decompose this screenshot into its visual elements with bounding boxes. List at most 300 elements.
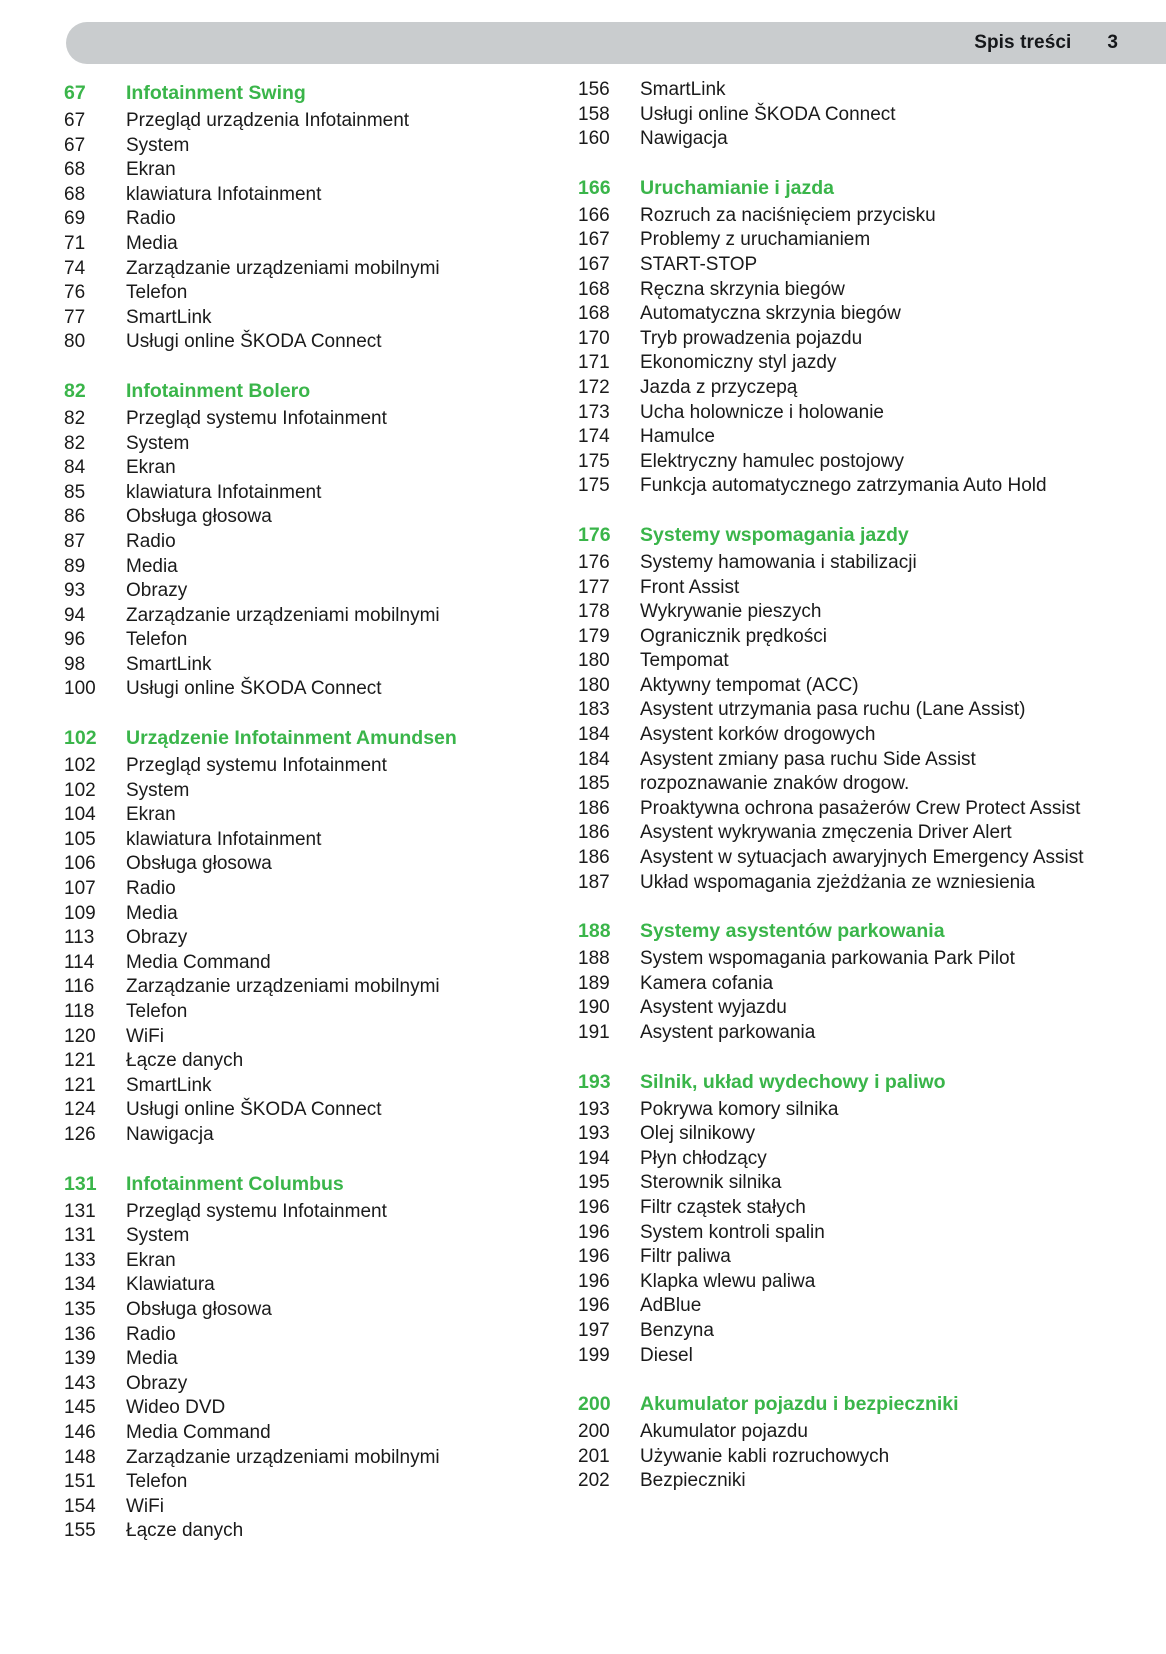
toc-entry[interactable] (64, 555, 544, 580)
toc-heading-page: 176 (578, 523, 611, 546)
toc-entry-title: Usługi online ŠKODA Connect (126, 1099, 382, 1121)
toc-entry[interactable] (578, 1221, 1098, 1246)
toc-entry-page: 143 (64, 1372, 96, 1394)
toc-entry[interactable] (64, 1049, 544, 1074)
toc-entry-title: Filtr paliwa (640, 1246, 731, 1268)
toc-entry-title: Zarządzanie urządzeniami mobilnymi (126, 976, 440, 998)
toc-entry-title: Telefon (126, 629, 188, 651)
toc-entry-page: 131 (64, 1225, 96, 1247)
toc-section (64, 376, 544, 702)
toc-entry[interactable] (578, 797, 1098, 822)
toc-entry-page: 102 (64, 755, 96, 777)
toc-entry-page: 167 (578, 253, 610, 275)
toc-entry-page: 116 (64, 976, 95, 998)
toc-entry-title: System (126, 779, 190, 801)
toc-entry[interactable] (578, 996, 1098, 1021)
toc-entry-title: Front Assist (640, 576, 740, 598)
toc-entry-page: 139 (64, 1348, 96, 1370)
toc-entry[interactable] (64, 877, 544, 902)
toc-entry-page: 178 (578, 601, 610, 623)
toc-entry[interactable] (64, 1123, 544, 1148)
toc-entry-title: Używanie kabli rozruchowych (640, 1445, 890, 1467)
toc-entry-page: 131 (64, 1200, 96, 1222)
toc-entry-title: Proaktywna ochrona pasażerów Crew Protect Assist (640, 797, 1081, 819)
toc-entry-title: Radio (126, 208, 176, 230)
toc-section-heading[interactable] (64, 723, 544, 753)
toc-entry[interactable] (64, 207, 544, 232)
page-header-bar (66, 22, 1166, 64)
toc-entry[interactable] (64, 754, 544, 779)
toc-entry[interactable] (64, 232, 544, 257)
toc-entry-page: 146 (64, 1421, 96, 1443)
toc-heading-page: 82 (64, 379, 86, 402)
toc-entry-page: 160 (578, 128, 610, 150)
toc-entry-page: 189 (578, 972, 610, 994)
toc-entry-page: 180 (578, 674, 610, 696)
toc-entry[interactable] (578, 821, 1098, 846)
toc-entry-title: Asystent wykrywania zmęczenia Driver Alert (640, 822, 1012, 844)
toc-entry[interactable] (64, 1519, 544, 1544)
toc-entry-page: 133 (64, 1249, 96, 1271)
toc-entry[interactable] (64, 677, 544, 702)
toc-entry-title: Funkcja automatycznego zatrzymania Auto Hold (640, 475, 1047, 497)
toc-entry-page: 176 (578, 551, 610, 573)
toc-heading-title: Akumulator pojazdu i bezpieczniki (640, 1393, 959, 1416)
toc-entry-page: 196 (578, 1196, 610, 1218)
toc-entry-title: Ekran (126, 457, 176, 479)
toc-entry[interactable] (578, 474, 1098, 499)
toc-entry[interactable] (578, 972, 1098, 997)
toc-entry-page: 202 (578, 1470, 610, 1492)
toc-entry[interactable] (64, 530, 544, 555)
toc-entry-page: 121 (64, 1074, 96, 1096)
toc-entry[interactable] (578, 947, 1098, 972)
toc-entry[interactable] (578, 1122, 1098, 1147)
toc-entry[interactable] (64, 306, 544, 331)
toc-entry-page: 114 (64, 951, 95, 973)
toc-entry[interactable] (64, 134, 544, 159)
toc-entry-page: 175 (578, 450, 610, 472)
toc-entry-title: Łącze danych (126, 1520, 244, 1542)
toc-heading-title: Infotainment Swing (126, 82, 306, 104)
toc-entry[interactable] (578, 649, 1098, 674)
toc-entry-title: Płyn chłodzący (640, 1147, 767, 1169)
toc-entry[interactable] (578, 450, 1098, 475)
toc-entry-page: 94 (64, 604, 86, 626)
toc-entry-title: Przegląd urządzenia Infotainment (126, 110, 410, 131)
toc-heading-page: 193 (578, 1070, 611, 1093)
toc-entry-title: WiFi (126, 1495, 164, 1517)
toc-heading-page: 166 (578, 176, 611, 199)
toc-entry-title: Asystent utrzymania pasa ruchu (Lane Assist) (640, 699, 1026, 721)
toc-entry[interactable] (64, 257, 544, 282)
toc-entry-title: Elektryczny hamulec postojowy (640, 450, 904, 472)
toc-entry[interactable] (64, 1298, 544, 1323)
toc-entry-title: Problemy z uruchamianiem (640, 229, 871, 251)
toc-entry-page: 155 (64, 1520, 96, 1542)
toc-entry-title: Media (126, 902, 178, 924)
toc-entry-title: Telefon (126, 1471, 188, 1493)
toc-entry-page: 98 (64, 653, 86, 675)
toc-entry-page: 191 (578, 1022, 610, 1043)
toc-entry-title: Obsługa głosowa (126, 1298, 272, 1320)
toc-heading-title: Infotainment Bolero (126, 379, 311, 402)
toc-entry[interactable] (64, 926, 544, 951)
toc-entry[interactable] (578, 204, 1098, 229)
toc-entry-page: 84 (64, 457, 86, 479)
toc-section-heading[interactable] (578, 916, 1098, 946)
toc-entry-title: Media Command (126, 1421, 271, 1443)
toc-entry[interactable] (64, 1273, 544, 1298)
toc-entry-page: 109 (64, 902, 96, 924)
toc-section (578, 520, 1098, 895)
toc-entry-title: Filtr cząstek stałych (640, 1196, 806, 1218)
toc-entry-title: SmartLink (640, 79, 726, 100)
toc-entry-page: 197 (578, 1319, 610, 1341)
toc-entry-title: Tempomat (640, 650, 729, 672)
toc-entry-page: 201 (578, 1445, 610, 1467)
toc-entry-title: Ręczna skrzynia biegów (640, 278, 845, 300)
toc-entry-title: System (126, 1225, 190, 1247)
toc-entry-title: Przegląd systemu Infotainment (126, 407, 387, 429)
toc-entry-page: 167 (578, 229, 610, 251)
toc-entry[interactable] (578, 376, 1098, 401)
toc-entry[interactable] (64, 407, 544, 432)
toc-entry-page: 74 (64, 257, 86, 279)
toc-entry-title: Nawigacja (640, 128, 728, 150)
toc-entry-title: klawiatura Infotainment (126, 183, 322, 205)
toc-entry-title: Klapka wlewu paliwa (640, 1270, 816, 1292)
toc-entry[interactable] (578, 1420, 1098, 1445)
toc-entry-page: 193 (578, 1123, 610, 1145)
toc-entry-title: Zarządzanie urządzeniami mobilnymi (126, 604, 440, 626)
toc-entry[interactable] (578, 401, 1098, 426)
toc-entry-title: Pokrywa komory silnika (640, 1098, 839, 1120)
toc-entry-title: Ekran (126, 1249, 176, 1271)
toc-entry[interactable] (578, 1147, 1098, 1172)
toc-entry[interactable] (578, 1344, 1098, 1369)
toc-entry-title: Asystent zmiany pasa ruchu Side Assist (640, 748, 976, 770)
toc-entry-title: Usługi online ŠKODA Connect (126, 678, 382, 700)
toc-entry[interactable] (578, 1245, 1098, 1270)
toc-entry[interactable] (578, 302, 1098, 327)
toc-entry-page: 190 (578, 997, 610, 1019)
toc-entry-title: Ekran (126, 159, 176, 181)
toc-entry-page: 80 (64, 331, 86, 353)
toc-entry[interactable] (64, 330, 544, 355)
toc-entry-title: Tryb prowadzenia pojazdu (640, 327, 863, 349)
toc-entry[interactable] (64, 852, 544, 877)
toc-entry-title: Obrazy (126, 580, 188, 602)
toc-entry-page: 68 (64, 159, 86, 181)
toc-entry[interactable] (578, 1319, 1098, 1344)
toc-entry-title: Przegląd systemu Infotainment (126, 755, 387, 777)
toc-entry[interactable] (64, 481, 544, 506)
toc-entry-page: 184 (578, 724, 610, 746)
toc-section (578, 916, 1098, 1045)
toc-entry[interactable] (578, 723, 1098, 748)
toc-entry-page: 170 (578, 327, 610, 349)
toc-entry[interactable] (64, 1000, 544, 1025)
toc-entry-page: 120 (64, 1025, 96, 1047)
toc-heading-page: 67 (64, 82, 86, 104)
toc-entry-title: Obsługa głosowa (126, 853, 272, 875)
toc-entry[interactable] (64, 1421, 544, 1446)
toc-entry[interactable] (578, 1469, 1098, 1494)
toc-entry-page: 107 (64, 878, 96, 900)
toc-entry-page: 76 (64, 282, 86, 304)
toc-entry-page: 67 (64, 134, 86, 156)
toc-entry-title: Diesel (640, 1344, 693, 1366)
toc-entry-title: Usługi online ŠKODA Connect (126, 331, 382, 353)
toc-entry[interactable] (64, 951, 544, 976)
toc-section-heading[interactable] (64, 1169, 544, 1199)
toc-heading-title: Silnik, układ wydechowy i paliwo (640, 1070, 946, 1093)
toc-entry-page: 134 (64, 1274, 96, 1296)
toc-column-left (64, 78, 544, 1544)
toc-entry[interactable] (578, 278, 1098, 303)
toc-entry[interactable] (64, 456, 544, 481)
page-title: Spis treści (974, 32, 1072, 53)
toc-entry-page: 106 (64, 853, 96, 875)
toc-section (578, 1067, 1098, 1369)
toc-entry-page: 168 (578, 278, 610, 300)
toc-section (64, 78, 544, 355)
toc-entry-page: 100 (64, 678, 96, 700)
toc-entry[interactable] (64, 828, 544, 853)
toc-section (64, 1169, 544, 1544)
toc-entry-page: 174 (578, 426, 610, 448)
toc-entry-title: Kamera cofania (640, 972, 774, 994)
toc-entry[interactable] (64, 902, 544, 927)
toc-entry-page: 148 (64, 1446, 96, 1468)
toc-entry-title: Media (126, 555, 178, 577)
toc-entry[interactable] (578, 127, 1098, 152)
toc-entry-title: Media Command (126, 951, 271, 973)
toc-entry[interactable] (578, 846, 1098, 871)
toc-section-heading[interactable] (64, 376, 544, 406)
toc-section (578, 173, 1098, 499)
toc-entry[interactable] (578, 1021, 1098, 1046)
toc-entry-page: 187 (578, 871, 610, 893)
toc-heading-title: Uruchamianie i jazda (640, 176, 834, 199)
toc-entry[interactable] (578, 674, 1098, 699)
toc-entry-page: 67 (64, 110, 86, 131)
toc-entry-title: Obrazy (126, 1372, 188, 1394)
toc-entry-page: 68 (64, 183, 86, 205)
toc-entry[interactable] (64, 653, 544, 678)
toc-heading-page: 200 (578, 1393, 611, 1416)
toc-entry[interactable] (578, 425, 1098, 450)
toc-entry[interactable] (64, 109, 544, 134)
toc-entry[interactable] (578, 351, 1098, 376)
toc-entry-title: Obrazy (126, 927, 188, 949)
toc-entry-page: 195 (578, 1172, 610, 1194)
toc-entry[interactable] (578, 576, 1098, 601)
toc-entry-title: System (126, 432, 190, 454)
toc-entry-title: Bezpieczniki (640, 1470, 746, 1492)
toc-entry[interactable] (64, 281, 544, 306)
toc-section-heading[interactable] (578, 1389, 1098, 1419)
toc-entry[interactable] (578, 1270, 1098, 1295)
toc-entry[interactable] (578, 1445, 1098, 1470)
toc-entry-title: Asystent wyjazdu (640, 997, 787, 1019)
toc-entry[interactable] (578, 1294, 1098, 1319)
toc-heading-page: 102 (64, 727, 97, 750)
toc-entry-title: Wideo DVD (126, 1397, 226, 1419)
toc-entry-title: WiFi (126, 1025, 164, 1047)
toc-entry-title: Ekonomiczny styl jazdy (640, 352, 837, 374)
toc-entry[interactable] (578, 748, 1098, 773)
toc-entry-page: 175 (578, 475, 610, 497)
toc-entry[interactable] (578, 600, 1098, 625)
toc-entry[interactable] (578, 78, 1098, 103)
toc-heading-title: Urządzenie Infotainment Amundsen (126, 727, 457, 750)
toc-entry-page: 135 (64, 1298, 96, 1320)
toc-entry-title: Usługi online ŠKODA Connect (640, 103, 896, 125)
toc-entry[interactable] (64, 1025, 544, 1050)
toc-entry-page: 154 (64, 1495, 96, 1517)
toc-entry[interactable] (578, 1098, 1098, 1123)
toc-entry-title: Media (126, 1348, 178, 1370)
toc-entry-page: 172 (578, 376, 610, 398)
toc-entry-page: 86 (64, 506, 86, 528)
toc-entry-title: Benzyna (640, 1319, 714, 1341)
toc-entry[interactable] (64, 1249, 544, 1274)
toc-entry[interactable] (578, 772, 1098, 797)
toc-section-heading[interactable] (578, 520, 1098, 550)
toc-entry[interactable] (64, 1372, 544, 1397)
toc-entry[interactable] (578, 103, 1098, 128)
toc-entry[interactable] (578, 327, 1098, 352)
toc-entry-title: Media (126, 232, 178, 254)
toc-entry-page: 104 (64, 804, 96, 826)
toc-entry-title: Aktywny tempomat (ACC) (640, 674, 859, 696)
toc-section (64, 723, 544, 1148)
toc-entry-page: 186 (578, 797, 610, 819)
toc-entry[interactable] (578, 625, 1098, 650)
toc-entry-page: 188 (578, 948, 610, 970)
toc-entry-page: 173 (578, 401, 610, 423)
toc-section-heading[interactable] (578, 173, 1098, 203)
toc-entry-page: 196 (578, 1221, 610, 1243)
toc-entry-title: Wykrywanie pieszych (640, 601, 822, 623)
toc-entry-page: 126 (64, 1123, 96, 1145)
toc-entry-title: Zarządzanie urządzeniami mobilnymi (126, 1446, 440, 1468)
toc-entry[interactable] (64, 604, 544, 629)
toc-entry-title: AdBlue (640, 1295, 702, 1317)
toc-entry-title: Telefon (126, 1001, 188, 1022)
toc-entry[interactable] (64, 1347, 544, 1372)
toc-entry-page: 177 (578, 576, 610, 598)
toc-entry-title: Asystent parkowania (640, 1022, 816, 1043)
toc-entry-page: 121 (64, 1050, 96, 1072)
toc-entry-title: klawiatura Infotainment (126, 828, 322, 850)
toc-entry-page: 200 (578, 1421, 610, 1443)
toc-entry-title: Radio (126, 1323, 176, 1345)
toc-entry[interactable] (64, 505, 544, 530)
toc-entry-title: klawiatura Infotainment (126, 481, 322, 503)
toc-entry-page: 113 (64, 927, 95, 949)
toc-entry-title: SmartLink (126, 653, 212, 675)
toc-entry-page: 77 (64, 306, 86, 328)
toc-entry[interactable] (64, 432, 544, 457)
toc-entry[interactable] (64, 1470, 544, 1495)
toc-entry-page: 82 (64, 407, 86, 429)
toc-entry-page: 85 (64, 481, 86, 503)
toc-entry-title: Ogranicznik prędkości (640, 625, 827, 647)
toc-entry-page: 194 (578, 1147, 610, 1169)
toc-entry-page: 196 (578, 1295, 610, 1317)
toc-entry[interactable] (578, 698, 1098, 723)
toc-entry-page: 145 (64, 1397, 96, 1419)
toc-entry-page: 102 (64, 779, 96, 801)
toc-entry-title: SmartLink (126, 306, 212, 328)
toc-entry-title: Zarządzanie urządzeniami mobilnymi (126, 257, 440, 279)
toc-entry[interactable] (578, 871, 1098, 896)
toc-entry[interactable] (64, 183, 544, 208)
toc-entry-title: Sterownik silnika (640, 1172, 782, 1194)
toc-entry[interactable] (578, 253, 1098, 278)
toc-entry[interactable] (64, 1224, 544, 1249)
toc-entry[interactable] (578, 551, 1098, 576)
toc-section-heading[interactable] (578, 1067, 1098, 1097)
toc-section-heading[interactable] (64, 78, 544, 108)
toc-entry[interactable] (578, 228, 1098, 253)
toc-entry[interactable] (64, 1074, 544, 1099)
toc-entry-page: 69 (64, 208, 86, 230)
toc-entry[interactable] (64, 1200, 544, 1225)
toc-entry[interactable] (64, 1323, 544, 1348)
toc-entry[interactable] (64, 158, 544, 183)
toc-entry-title: Obsługa głosowa (126, 506, 272, 528)
toc-entry-title: Radio (126, 530, 176, 552)
toc-entry[interactable] (64, 628, 544, 653)
toc-entry-page: 179 (578, 625, 610, 647)
toc-entry-page: 158 (578, 103, 610, 125)
toc-entry-title: Olej silnikowy (640, 1123, 756, 1145)
toc-entry-page: 183 (578, 699, 610, 721)
toc-entry[interactable] (64, 1446, 544, 1471)
toc-entry[interactable] (64, 1396, 544, 1421)
toc-entry[interactable] (64, 1098, 544, 1123)
toc-entry-page: 166 (578, 204, 610, 226)
toc-entry-title: Automatyczna skrzynia biegów (640, 303, 901, 325)
toc-heading-title: Systemy asystentów parkowania (640, 920, 945, 943)
toc-entry-title: Akumulator pojazdu (640, 1421, 808, 1443)
toc-entry-title: Systemy hamowania i stabilizacji (640, 551, 917, 573)
toc-section (578, 78, 1098, 152)
toc-entry[interactable] (64, 975, 544, 1000)
toc-entry[interactable] (578, 1196, 1098, 1221)
toc-entry[interactable] (64, 579, 544, 604)
toc-entry[interactable] (64, 1495, 544, 1520)
toc-entry[interactable] (64, 803, 544, 828)
toc-entry[interactable] (578, 1171, 1098, 1196)
toc-entry-title: Hamulce (640, 426, 715, 448)
toc-entry-title: Telefon (126, 282, 188, 304)
toc-entry-page: 96 (64, 629, 86, 651)
toc-entry-title: Jazda z przyczepą (640, 376, 798, 398)
toc-entry-page: 151 (64, 1471, 96, 1493)
toc-entry-title: Łącze danych (126, 1050, 244, 1072)
toc-entry-title: Asystent w sytuacjach awaryjnych Emergency Assist (640, 847, 1084, 869)
page-number: 3 (1107, 32, 1118, 53)
toc-entry-title: Klawiatura (126, 1274, 215, 1296)
toc-entry-page: 184 (578, 748, 610, 770)
toc-entry[interactable] (64, 779, 544, 804)
toc-heading-title: Infotainment Columbus (126, 1172, 344, 1195)
